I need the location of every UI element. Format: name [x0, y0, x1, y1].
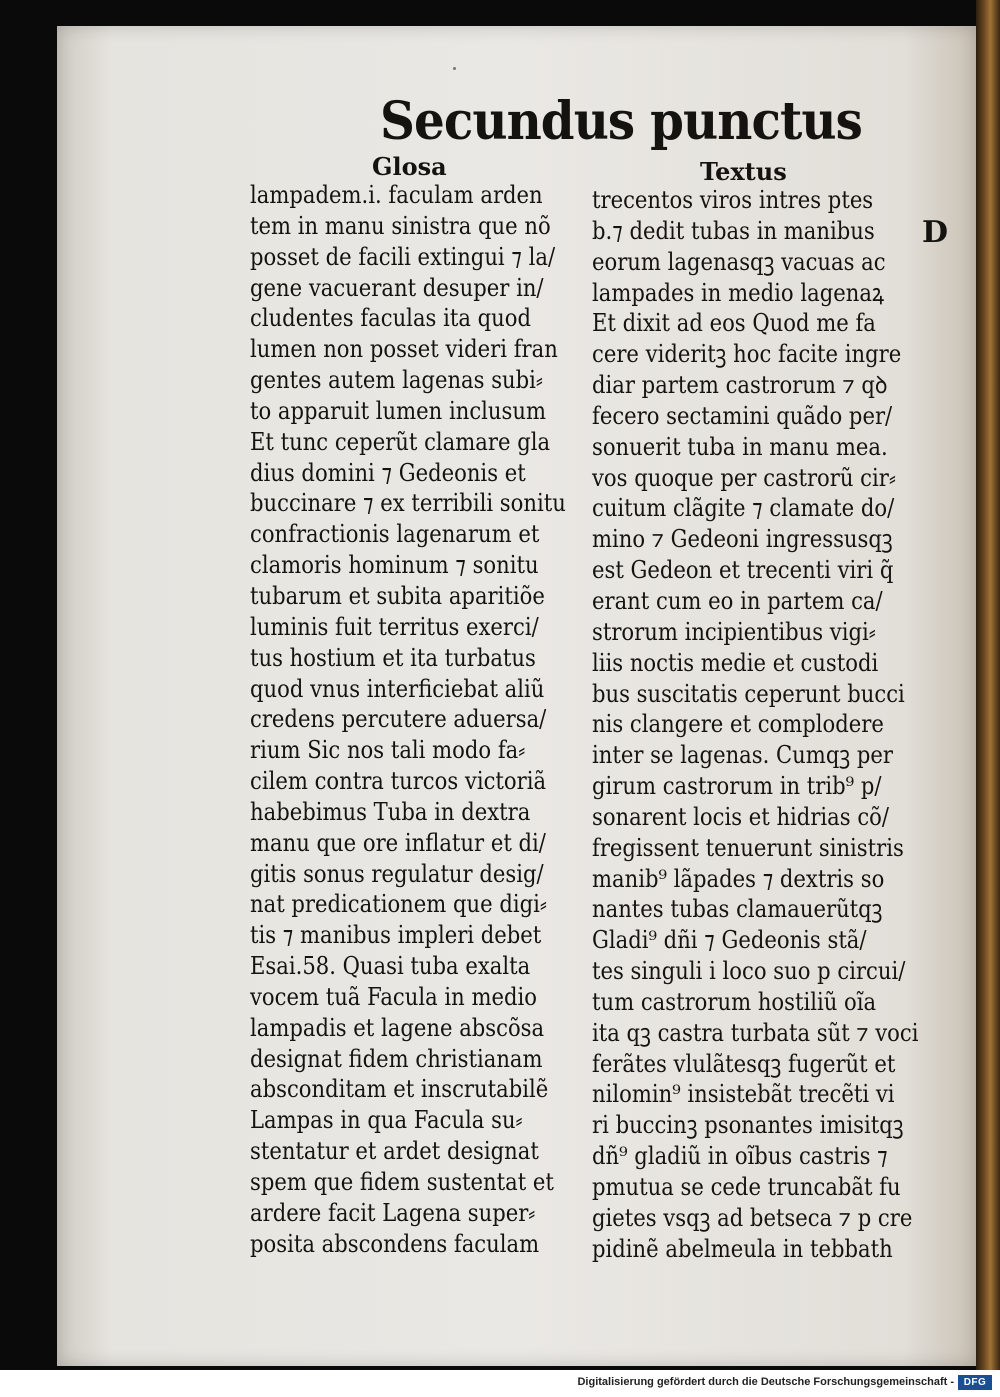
textus-line: fecero sectamini quãdo per/: [592, 401, 893, 430]
glosa-line: gentes autem lagenas subi⸗: [250, 366, 543, 395]
glosa-line: confractionis lagenarum et: [250, 520, 540, 549]
textus-line: ita qꝫ castra turbata sũt ⁊ voci: [592, 1018, 919, 1047]
footer-credit-text: Digitalisierung gefördert durch die Deutsche Forschungsgemeinschaft -: [577, 1376, 954, 1388]
digitization-footer: [0, 1370, 1000, 1397]
textus-line: cere videritꝫ hoc facite ingre: [592, 340, 902, 369]
glosa-heading: Glosa: [372, 152, 447, 181]
glosa-line: habebimus Tuba in dextra: [250, 797, 531, 826]
glosa-line: Esai.58. Quasi tuba exalta: [250, 952, 531, 981]
glosa-line: posset de facili extingui ⁊ la/: [250, 242, 556, 271]
textus-line: cuitum clãgite ⁊ clamate do/: [592, 494, 895, 523]
textus-line: strorum incipientibus vigi⸗: [592, 617, 876, 646]
glosa-line: tubarum et subita aparitiõe: [250, 581, 545, 610]
textus-line: nantes tubas clamauerũtqꝫ: [592, 895, 883, 924]
glosa-line: gene vacuerant desuper in/: [250, 273, 544, 302]
glosa-line: dius domini ⁊ Gedeonis et: [250, 458, 526, 487]
glosa-line: lampadem.i. faculam arden: [250, 181, 543, 209]
glosa-line: tis ⁊ manibus impleri debet: [250, 921, 542, 950]
glosa-line: Et tunc ceperũt clamare gla: [250, 427, 551, 456]
glosa-line: posita abscondens faculam: [250, 1229, 540, 1258]
book-binding-edge: [976, 0, 1000, 1370]
glosa-line: to apparuit lumen inclusum: [250, 396, 547, 425]
glosa-line: stentatur et ardet designat: [250, 1137, 539, 1166]
glosa-line: tus hostium et ita turbatus: [250, 643, 536, 672]
textus-line: mino ⁊ Gedeoni ingressusqꝫ: [592, 525, 893, 554]
glosa-line: quod vnus interficiebat aliũ: [250, 674, 545, 703]
textus-line: tes singuli i loco suo p circui/: [592, 957, 906, 986]
textus-line: vos quoque per castrorũ cir⸗: [592, 463, 896, 492]
textus-column: [592, 185, 922, 1265]
textus-line: est Gedeon et trecenti viri q̃: [592, 556, 894, 585]
textus-line: ferãtes vlulãtesqꝫ fugerũt et: [592, 1049, 896, 1078]
textus-line: fregissent tenuerunt sinistris: [592, 833, 904, 862]
textus-line: diar partem castrorum ⁊ qꝺ: [592, 371, 888, 400]
textus-line: ri buccinꝫ psonantes imisitqꝫ: [592, 1111, 904, 1140]
glosa-line: credens percutere aduersa/: [250, 705, 547, 734]
textus-line: nis clangere et complodere: [592, 710, 884, 739]
glosa-line: lumen non posset videri fran: [250, 335, 558, 364]
glosa-line: ardere facit Lagena super⸗: [250, 1198, 536, 1227]
textus-line: bus suscitatis ceperunt bucci: [592, 679, 905, 708]
glosa-line: cludentes faculas ita quod: [250, 304, 531, 333]
textus-line: sonuerit tuba in manu mea.: [592, 432, 888, 461]
dfg-logo[interactable]: DFG: [958, 1375, 992, 1390]
textus-line: Et dixit ad eos Quod me fa: [592, 309, 876, 338]
glosa-line: designat fidem christianam: [250, 1044, 543, 1073]
textus-line: eorum lagenasqꝫ vacuas ac: [592, 247, 886, 276]
textus-line: Gladi⁹ dñi ⁊ Gedeonis stã/: [592, 926, 867, 955]
glosa-line: Lampas in qua Facula su⸗: [250, 1106, 523, 1135]
glosa-line: tem in manu sinistra que nõ: [250, 211, 551, 240]
textus-line: trecentos viros intres ptes: [592, 186, 874, 214]
glosa-line: rium Sic nos tali modo fa⸗: [250, 736, 526, 765]
glosa-line: vocem tuã Facula in medio: [250, 982, 538, 1011]
glosa-line: gitis sonus regulatur desig/: [250, 859, 544, 888]
running-head: Secundus punctus: [380, 91, 862, 152]
glosa-line: manu que ore inflatur et di/: [250, 828, 546, 857]
glosa-line: clamoris hominum ⁊ sonitu: [250, 551, 539, 580]
textus-line: pidinẽ abelmeula in tebbath: [592, 1234, 893, 1263]
textus-line: nilomin⁹ insistebãt trecẽti vi: [592, 1080, 895, 1109]
glosa-line: spem que fidem sustentat et: [250, 1168, 554, 1196]
glosa-line: buccinare ⁊ ex terribili sonitu: [250, 489, 566, 518]
ink-speck: [453, 67, 456, 70]
textus-line: erant cum eo in partem ca/: [592, 586, 883, 615]
textus-line: liis noctis medie et custodi: [592, 648, 879, 677]
textus-heading: Textus: [700, 157, 787, 186]
glosa-line: luminis fuit territus exerci/: [250, 612, 539, 641]
glosa-line: lampadis et lagene abscõsa: [250, 1013, 545, 1042]
textus-line: gietes vsqꝫ ad betseca ⁊ p cre: [592, 1203, 913, 1232]
textus-line: b.⁊ dedit tubas in manibus: [592, 216, 875, 245]
glosa-line: nat predicationem que digi⸗: [250, 890, 547, 919]
textus-line: tum castrorum hostiliũ oĩa: [592, 987, 877, 1016]
glosa-line: absconditam et inscrutabilẽ: [250, 1075, 549, 1104]
glosa-column: [250, 180, 580, 1260]
margin-signature-letter: D: [922, 215, 949, 250]
textus-line: inter se lagenas. Cumqꝫ per: [592, 741, 893, 770]
textus-line: girum castrorum in trib⁹ p/: [592, 772, 882, 801]
textus-line: dñ⁹ gladiũ in oĩbus castris ⁊: [592, 1142, 888, 1171]
glosa-line: cilem contra turcos victoriã: [250, 767, 547, 796]
textus-line: lampades in medio lagenaꝝ: [592, 278, 885, 307]
textus-line: manib⁹ lãpades ⁊ dextris so: [592, 864, 885, 893]
textus-line: sonarent locis et hidrias cõ/: [592, 802, 889, 831]
textus-line: pmutua se cede truncabãt fu: [592, 1173, 901, 1201]
